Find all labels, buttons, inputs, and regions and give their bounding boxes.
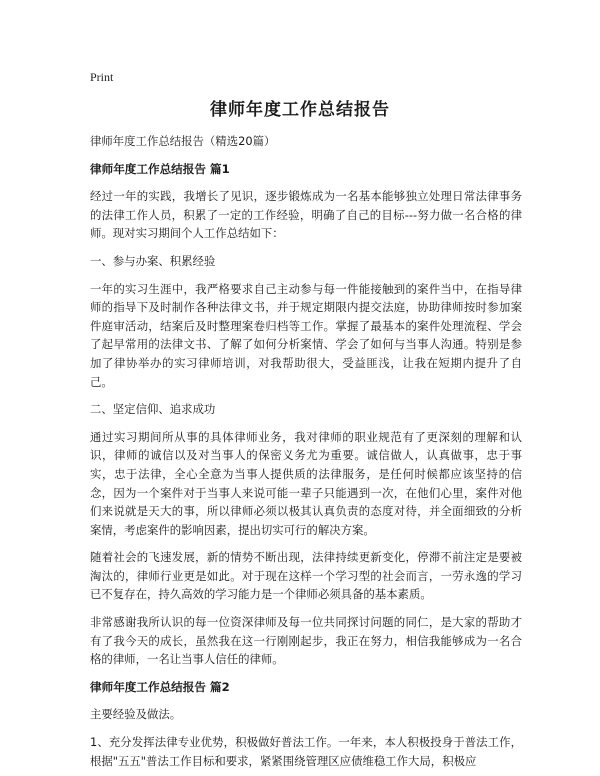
paragraph: 经过一年的实践，我增长了见识，逐步锻炼成为一名基本能够独立处理日常法律事务的法律工作人员，积累了一定的工作经验，明确了自己的目标---努力做一名合格的律师。现对实习期间个人工作总结如下： (90, 189, 522, 241)
paragraph: 随着社会的飞速发展，新的情势不断出现，法律持续更新变化，停滞不前注定是要被淘汰的，律师行业更是如此。对于现在这样一个学习型的社会而言，一劳永逸的学习已不复存在，持久高效的学习能力是一个律师必须具备的基本素质。 (90, 550, 522, 602)
print-link[interactable]: Print (90, 70, 114, 84)
section-heading-2: 律师年度工作总结报告 篇2 (90, 679, 230, 694)
paragraph: 1、充分发挥法律专业优势，积极做好普法工作。一年来，本人积极投身于普法工作，根据"五五"普法工作目标和要求，紧紧围绕管理区应债维稳工作大局，积极应 (90, 735, 522, 768)
paragraph: 二、坚定信仰、追求成功 (90, 402, 216, 417)
paragraph: 非常感谢我所认识的每一位资深律师及每一位共同探讨问题的同仁，是大家的帮助才有了我今天的成长，虽然我在这一行刚刚起步，我正在努力，相信我能够成为一名合格的律师，一名让当事人信任的律师。 (90, 615, 522, 667)
section-heading-1: 律师年度工作总结报告 篇1 (90, 161, 230, 176)
paragraph: 一、参与办案、积累经验 (90, 253, 216, 268)
paragraph: 一年的实习生涯中，我严格要求自己主动参与每一件能接触到的案件当中，在指导律师的指导下及时制作各种法律文书，并于规定期限内提交法庭，协助律师按时参加案件庭审活动，结案后及时整理案卷归档等工作。掌握了最基本的案件处理流程、学会了起早常用的法律文书、了解了如何分析案情、学会了如何与当事人沟通。特别是参加了律协举办的实习律师培训，对我帮助很大，受益匪浅，让我在短期内提升了自己。 (90, 281, 522, 389)
paragraph: 主要经验及做法。 (90, 707, 182, 722)
document-subtitle: 律师年度工作总结报告（精选20篇） (90, 134, 276, 148)
paragraph: 通过实习期间所从事的具体律师业务，我对律师的职业规范有了更深刻的理解和认识，律师的诚信以及对当事人的保密义务尤为重要。诚信做人，认真做事，忠于事实，忠于法律，全心全意为当事人提供质的法律服务，是任何时候都应该坚持的信念，因为一个案件对于当事人来说可能一辈子只能遇到一次，在他们心里，案件对他们来说就是天大的事，所以律师必须以极其认真负责的态度对待，并全面细致的分析案情，考虑案件的影响因素，提出切实可行的解决方案。 (90, 429, 522, 537)
page-title: 律师年度工作总结报告 (210, 100, 390, 120)
document-body (90, 132, 522, 776)
